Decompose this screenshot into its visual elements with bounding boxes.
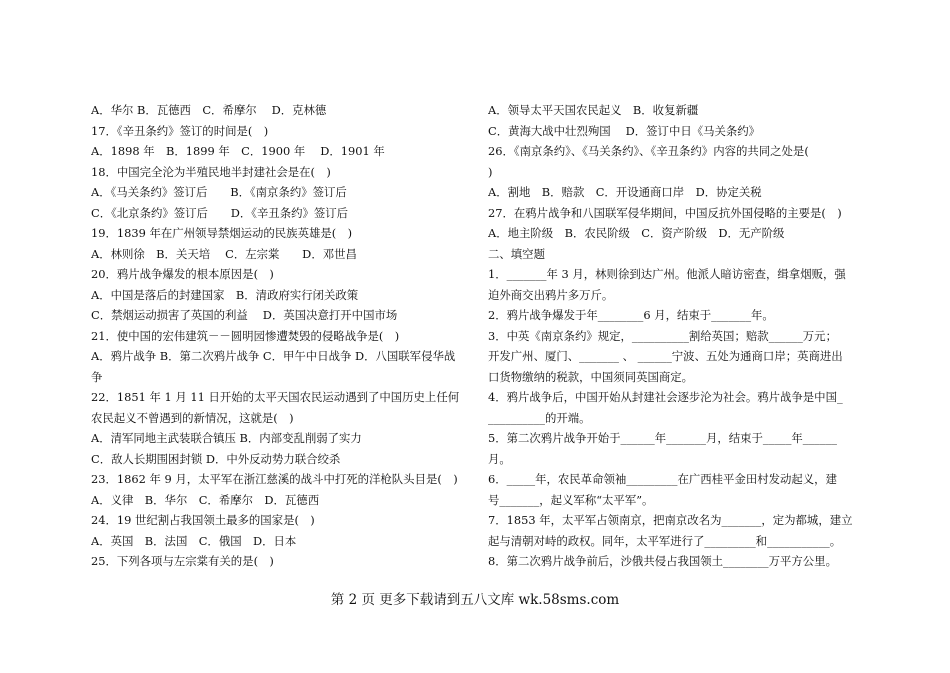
- text-line: A．割地 B．赔款 C．开设通商口岸 D．协定关税: [488, 185, 762, 199]
- question-25: 25．下列各项与左宗棠有关的是( ): [91, 554, 274, 568]
- question-23: 23．1862 年 9 月，太平军在浙江慈溪的战斗中打死的洋枪队头目是( ): [91, 472, 458, 486]
- fill-blank-1: 1．_______年 3 月，林则徐到达广州。他派人暗访密查，缉拿烟贩，强: [488, 267, 846, 281]
- text-line: 开发广州、厦门、_______ 、 ______宁波、五处为通商口岸；英商进出: [488, 349, 843, 363]
- text-line: 号_______，起义军称“太平军”。: [488, 492, 654, 507]
- question-27: 27．在鸦片战争和八国联军侵华期间，中国反抗外国侵略的主要是( ): [488, 205, 842, 220]
- text-line: ): [488, 164, 493, 179]
- left-column: [91, 100, 463, 572]
- text-line: A．领导太平天国农民起义 B．收复新疆: [488, 103, 699, 117]
- question-26: 26．《南京条约》、《马关条约》、《辛丑条约》内容的共同之处是(: [488, 144, 809, 158]
- question-18: 18．中国完全沦为半殖民地半封建社会是在( ): [91, 164, 331, 179]
- text-line: C．黄海大战中壮烈殉国 D．签订中日《马关条约》: [488, 123, 761, 138]
- question-22: 22．1851 年 1 月 11 日开始的太平天国农民运动遇到了中国历史上任何: [91, 390, 460, 404]
- text-line: C．敌人长期围困封锁 D．中外反动势力联合绞杀: [91, 451, 341, 466]
- text-line: A．地主阶级 B．农民阶级 C．资产阶级 D．无产阶级: [488, 226, 785, 240]
- fill-blank-4: 4．鸦片战争后，中国开始从封建社会逐步沦为社会。鸦片战争是中国_: [488, 390, 843, 404]
- page-footer: 第 2 页 更多下载请到五八文库 wk.58sms.com: [330, 592, 620, 608]
- section-heading: 二、填空题: [488, 246, 545, 261]
- fill-blank-6: 6．_____年，农民革命领袖_________在广西桂平金田村发动起义，建: [488, 472, 837, 486]
- fill-blank-3: 3．中英《南京条约》规定，__________割给英国；赔款______万元；: [488, 328, 837, 343]
- fill-blank-7: 7．1853 年，太平军占领南京，把南京改名为_______，定为都城，建立: [488, 513, 853, 527]
- text-line: A．中国是落后的封建国家 B．清政府实行闭关政策: [91, 287, 359, 302]
- text-line: A．1898 年 B．1899 年 C．1900 年 D．1901 年: [91, 144, 385, 158]
- text-line: 农民起义不曾遇到的新情况，这就是( ): [91, 410, 294, 425]
- text-line: 口货物缴纳的税款，中国须同英国商定。: [488, 369, 694, 384]
- question-21: 21．使中国的宏伟建筑－－圆明园惨遭焚毁的侵略战争是( ): [91, 328, 400, 343]
- text-line: A．华尔 B．瓦德西 C．希摩尔 D．克林德: [91, 103, 327, 117]
- text-line: C．禁烟运动损害了英国的利益 D．英国决意打开中国市场: [91, 308, 398, 322]
- text-line: 争: [91, 369, 103, 384]
- text-line: __________的开端。: [488, 410, 591, 425]
- text-line: C．《北京条约》签订后 D．《辛丑条约》签订后: [91, 205, 349, 220]
- question-19: 19．1839 年在广州领导禁烟运动的民族英雄是( ): [91, 226, 353, 240]
- text-line: 月。: [488, 451, 511, 466]
- text-line: A．义律 B．华尔 C．希摩尔 D．瓦德西: [91, 492, 320, 507]
- right-column: [488, 100, 860, 572]
- text-line: A．英国 B．法国 C．俄国 D．日本: [91, 533, 297, 548]
- fill-blank-5: 5．第二次鸦片战争开始于______年_______月，结束于_____年______: [488, 431, 837, 445]
- fill-blank-2: 2．鸦片战争爆发于年________6 月，结束于_______年。: [488, 308, 774, 322]
- text-line: A．清军同地主武装联合镇压 B．内部变乱削弱了实力: [91, 431, 362, 445]
- question-20: 20．鸦片战争爆发的根本原因是( ): [91, 267, 274, 281]
- text-line: A．鸦片战争 B．第二次鸦片战争 C．甲午中日战争 D．八国联军侵华战: [91, 349, 456, 363]
- text-line: A．《马关条约》签订后 B．《南京条约》签订后: [91, 185, 347, 199]
- text-line: 起与清朝对峙的政权。同年，太平军进行了_________和___________。: [488, 533, 842, 548]
- question-24: 24．19 世纪割占我国领土最多的国家是( ): [91, 513, 315, 527]
- text-line: A．林则徐 B．关天培 C．左宗棠 D．邓世昌: [91, 246, 357, 261]
- text-line: 迫外商交出鸦片多万斤。: [488, 287, 614, 302]
- fill-blank-8: 8．第二次鸦片战争前后，沙俄共侵占我国领土________万平方公里。: [488, 554, 837, 568]
- question-17: 17．《辛丑条约》签订的时间是( ): [91, 123, 269, 138]
